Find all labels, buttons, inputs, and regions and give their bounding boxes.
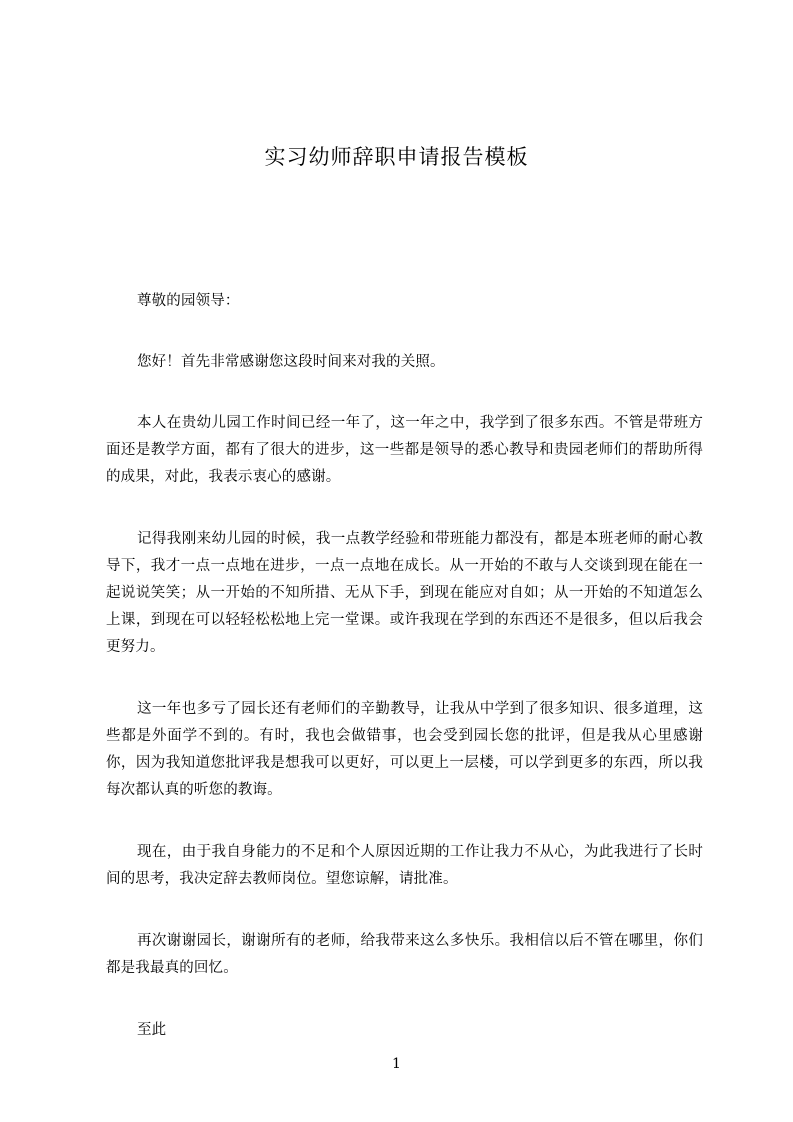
- paragraph-greeting: 您好！首先非常感谢您这段时间来对我的关照。: [137, 354, 445, 370]
- closing: 至此: [137, 1022, 167, 1038]
- paragraph-work-summary: 本人在贵幼儿园工作时间已经一年了，这一年之中，我学到了很多东西。不管是带班方面还是教学方面，都有了很大的进步，这一些都是领导的悉心教导和贵园老师们的帮助所得的成果，对此，我表示衷心的感谢。: [106, 415, 703, 485]
- page-number: 1: [392, 1056, 401, 1072]
- document-body: [106, 288, 703, 1078]
- paragraph-thanks: 再次谢谢园长，谢谢所有的老师，给我带来这么多快乐。我相信以后不管在哪里，你们都是我最真的回忆。: [106, 933, 703, 976]
- document-title: 实习幼师辞职申请报告模板: [264, 145, 529, 169]
- paragraph-gratitude: 这一年也多亏了园长还有老师们的辛勤教导，让我从中学到了很多知识、很多道理，这些都是外面学不到的。有时，我也会做错事，也会受到园长您的批评，但是我从心里感谢你，因为我知道您批评我是想我可以更好，可以更上一层楼，可以学到更多的东西，所以我每次都认真的听您的教诲。: [106, 701, 703, 798]
- paragraph-resignation: 现在，由于我自身能力的不足和个人原因近期的工作让我力不从心，为此我进行了长时间的思考，我决定辞去教师岗位。望您谅解，请批准。: [106, 844, 703, 887]
- paragraph-growth: 记得我刚来幼儿园的时候，我一点教学经验和带班能力都没有，都是本班老师的耐心教导下，我才一点一点地在进步，一点一点地在成长。从一开始的不敢与人交谈到现在能在一起说说笑笑；从一开始的不知所措、无从下手，到现在能应对自如；从一开始的不知道怎么上课，到现在可以轻轻松松地上完一堂课。或许我现在学到的东西还不是很多，但以后我会更努力。: [106, 531, 703, 655]
- salutation: 尊敬的园领导：: [137, 293, 240, 309]
